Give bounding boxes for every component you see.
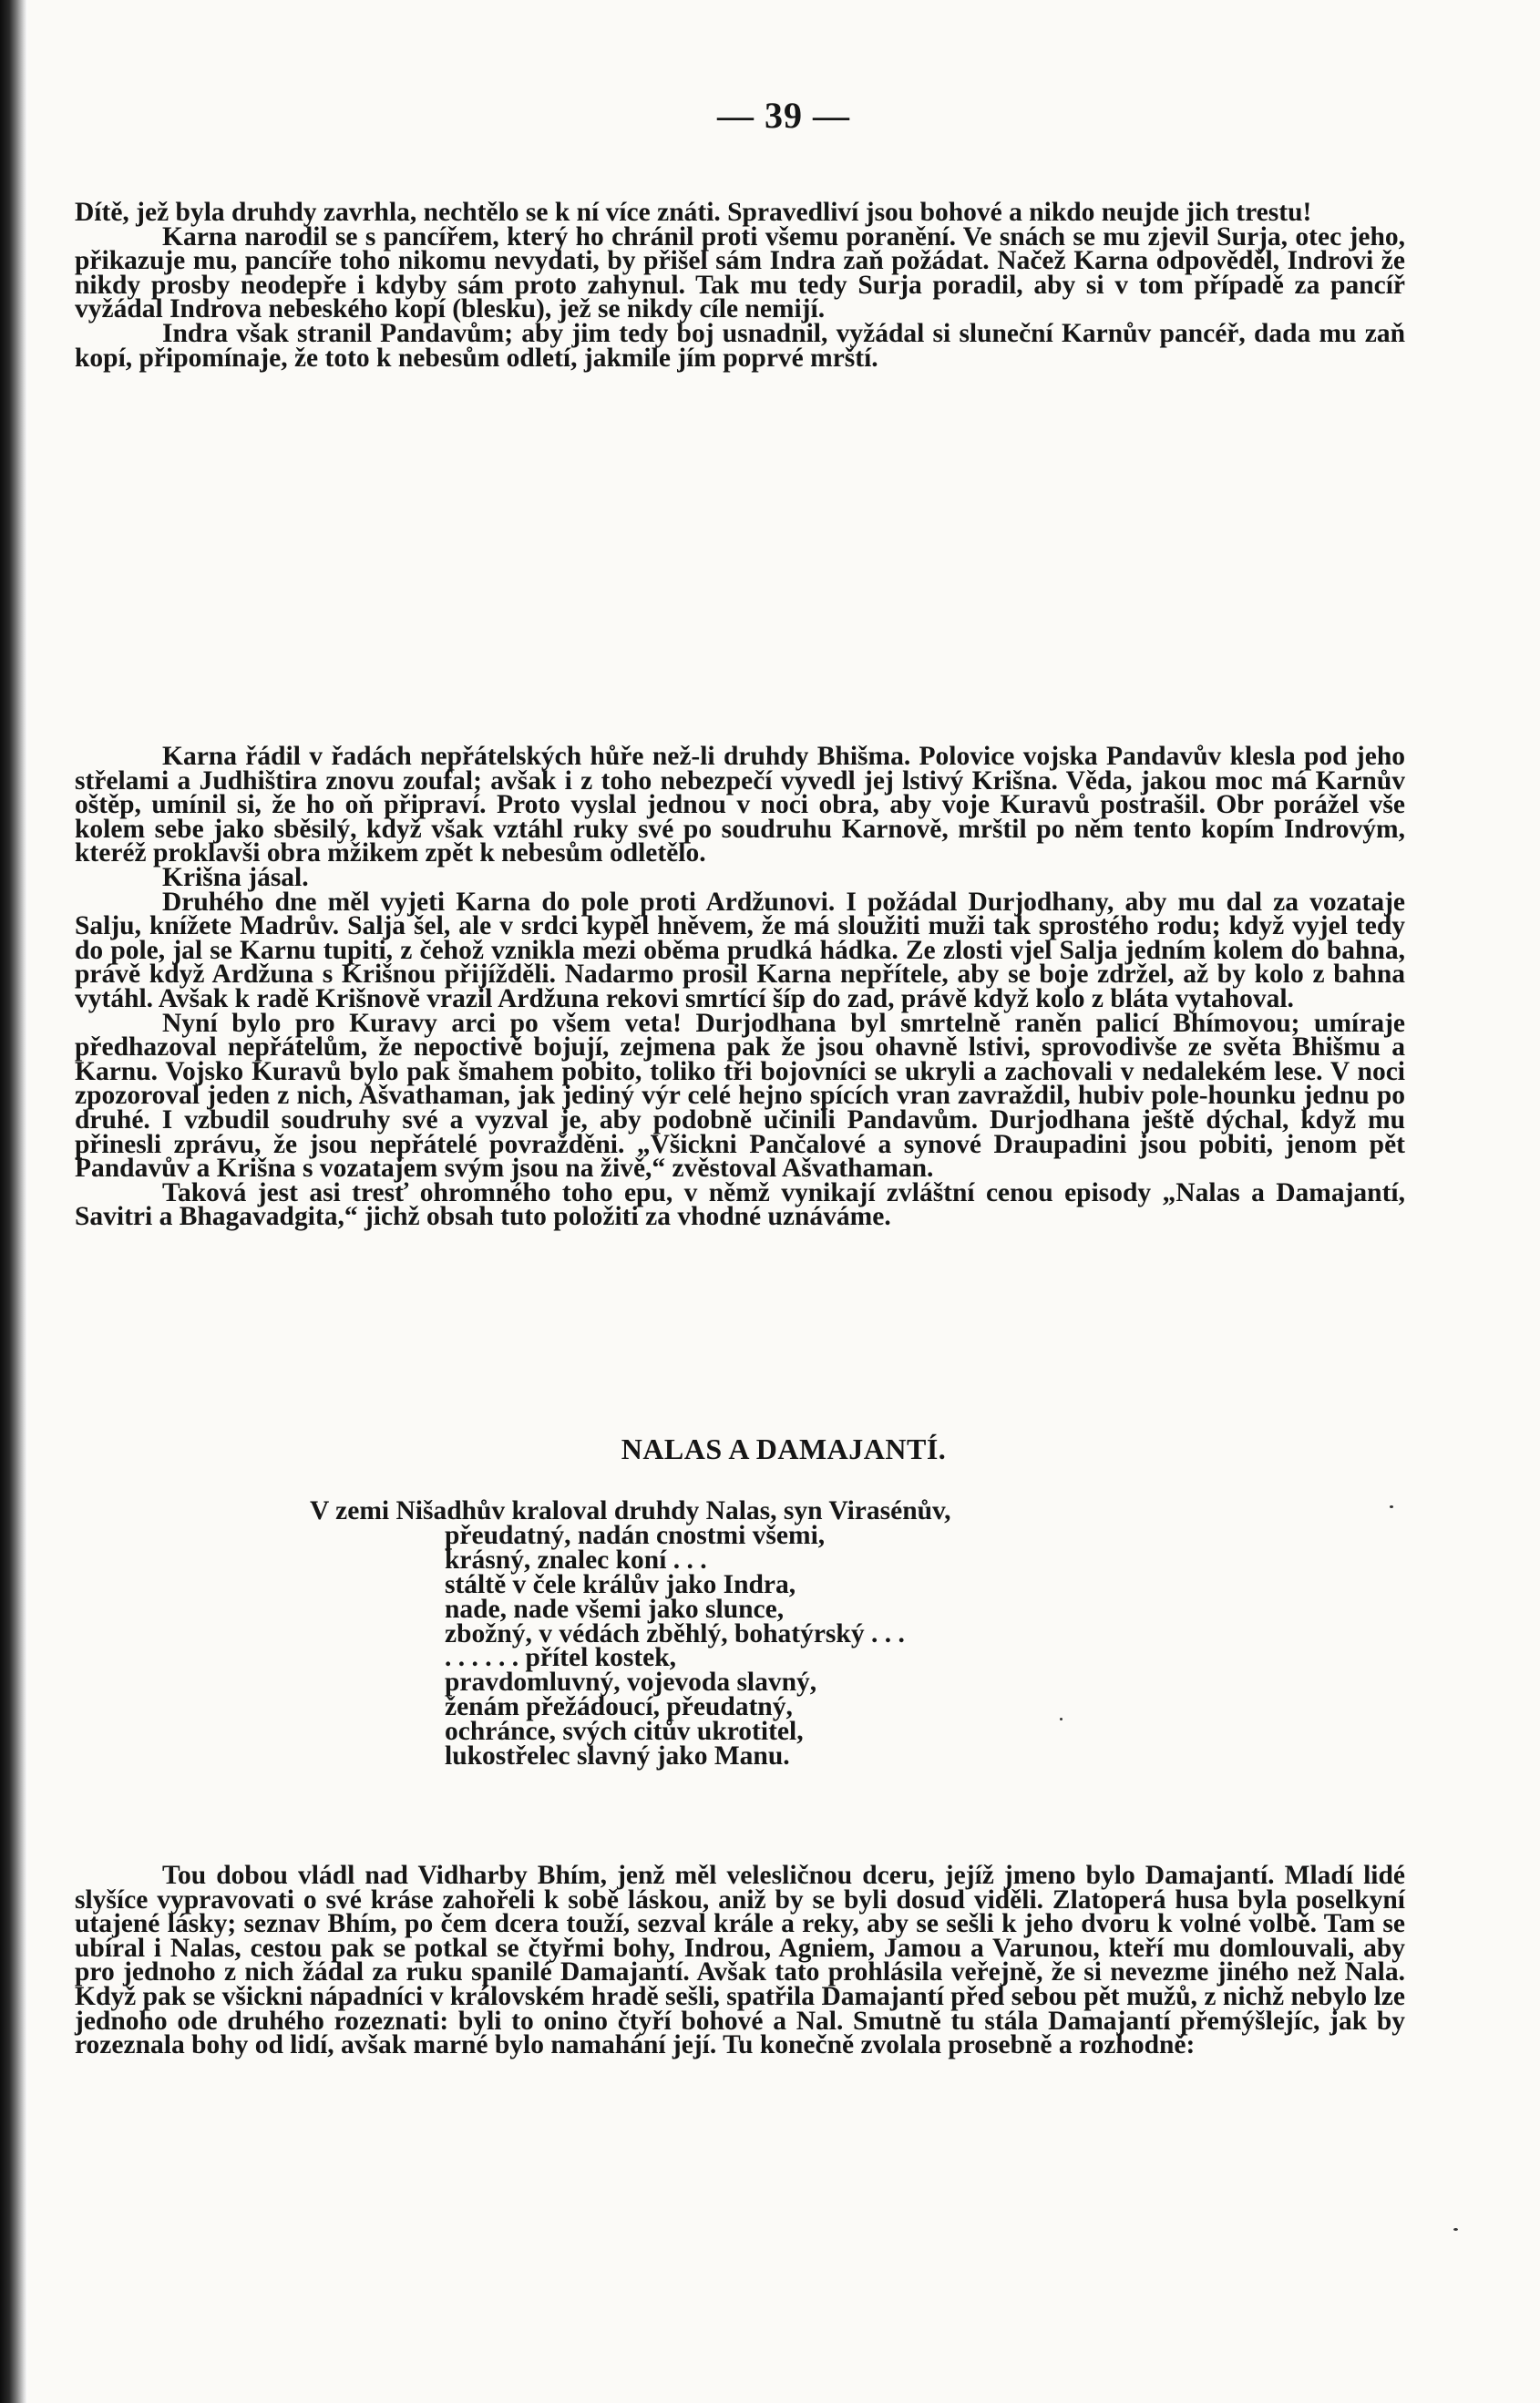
verse-line: . . . . . . přítel kostek, — [445, 1643, 677, 1673]
verse-line: zbožný, v védách zběhlý, bohatýrský . . . — [445, 1618, 905, 1648]
paragraph: Druhého dne měl vyjeti Karna do pole proti Ardžunovi. I požádal Durjodhany, aby mu dal za vozataje Salju, knížete Madrův. Salja šel, ale v srdci kypěl hněvem, že má sloužiti muži tak sprostého rodu; když vyjel tedy do pole, jal se Karnu tupiti, z čehož vznikla mezi oběma prudká hádka. Ze zlosti vjel Salja jedním kolem do bahna, právě když Ardžuna s Krišnou přijížděli. Nadarmo prosil Karna nepřítele, aby se boje zdržel, až by kolo z bahna vytáhl. Avšak k radě Krišnově vrazil Ardžuna rekovi smrtící šíp do zad, právě když kolo z bláta vytahoval. — [75, 887, 1405, 1013]
verse-block — [310, 1496, 951, 1771]
text-block-karna-armor — [75, 198, 1405, 373]
paragraph: Dítě, jež byla druhdy zavrhla, nechtělo se k ní více znáti. Spravedliví jsou bohové a nikdo neujde jich trestu! — [75, 198, 1312, 227]
verse-line: krásný, znalec koní . . . — [445, 1545, 707, 1575]
paragraph: Indra však stranil Pandavům; aby jim tedy boj usnadnil, vyžádal si sluneční Karnův pancéř, dada mu zaň kopí, připomínaje, že toto k nebesům odletí, jakmile jím poprvé mrští. — [75, 318, 1405, 373]
print-speck — [1390, 1505, 1393, 1508]
print-speck — [1060, 1718, 1063, 1720]
verse-line: V zemi Nišadhův kraloval druhdy Nalas, syn Virasénův, — [310, 1496, 951, 1525]
page-number: — 39 — — [717, 95, 850, 136]
paragraph: Nyní bylo pro Kuravy arci po všem veta! Durjodhana byl smrtelně raněn palicí Bhímovou; umíraje předhazoval nepřátelům, že nepoctivě bojují, zejmena pak že jsou ohavně lstivi, sprovodivše ze světa Bhišmu a Karnu. Vojsko Kuravů bylo pak šmahem pobito, toliko tři bojovníci se ukryli a zachovali v nedalekém lese. V noci zpozoroval jeden z nich, Ašvathaman, jak jediný výr celé hejno spících vran zavraždil, hubiv pole-hounku jednu po druhé. I vzbudil soudruhy své a vyzval je, aby podobně učinili Pandavům. Durjodhana ještě dýchal, když mu přinesli zprávu, že jsou nepřátelé povražděni. „Všickni Pančalové a synové Draupadini jsou pobiti, jenom pět Pandavův a Krišna s vozatajem svým jsou na živě,“ zvěstoval Ašvathaman. — [75, 1008, 1405, 1184]
verse-line: přeudatný, nadán cnostmi všemi, — [445, 1520, 826, 1550]
binding-edge — [0, 0, 27, 2403]
verse-line: ochránce, svých citův ukrotitel, — [445, 1717, 804, 1747]
paragraph: Taková jest asi tresť ohromného toho epu, v němž vynikají zvláštní cenou episody „Nalas a Damajantí, Savitri a Bhagavadgita,“ jichž obsah tuto položiti za vhodné uznáváme. — [75, 1177, 1405, 1232]
verse-line: pravdomluvný, vojevoda slavný, — [445, 1668, 817, 1698]
print-speck — [1453, 2228, 1458, 2231]
verse-line: lukostřelec slavný jako Manu. — [445, 1741, 790, 1771]
paragraph: Tou dobou vládl nad Vidharby Bhím, jenž měl velesličnou dceru, jejíž jmeno bylo Damajantí. Mladí lidé slyšíce vypravovati o své kráse zahořeli k sobě láskou, aniž by se byli dosud viděli. Zlatoperá husa byla poselkyní utajené lásky; seznav Bhím, po čem dcera touží, sezval krále a reky, aby se sešli k jeho dvoru k volné volbě. Tam se ubíral i Nalas, cestou pak se potkal se čtyřmi bohy, Indrou, Agniem, Jamou a Varunou, kteří mu domlouvali, aby pro jednoho z nich žádal za ruku spanilé Damajantí. Avšak tato prohlásila veřejně, že si nevezme jiného než Nala. Když pak se všickni nápadníci v královském hradě sešli, spatřila Damajantí před sebou pět mužů, z nichž nebylo lze jednoho ode druhého rozeznati: byli to onino čtyří bohové a Nal. Smutně tu stála Damajantí přemýšlejíc, jak by rozeznala bohy od lidí, avšak marné bylo namahání její. Tu konečně zvolala prosebně a rozhodně: — [75, 1861, 1405, 2060]
text-block-karna-battle — [75, 742, 1405, 1232]
verse-line: nade, nade všemi jako slunce, — [445, 1594, 785, 1624]
paragraph: Karna řádil v řadách nepřátelských hůře než-li druhdy Bhišma. Polovice vojska Pandavův klesla pod jeho střelami a Judhištira znovu zoufal; avšak i z toho nebezpečí vyvedl jej lstivý Krišna. Věda, jakou moc má Karnův oštěp, umínil si, že ho oň připraví. Proto vyslal jednou v noci obra, aby voje Kuravů postrašil. Obr porážel vše kolem sebe jako sběsilý, když však vztáhl ruky své po soudruhu Karnově, mrštil po něm tento kopím Indrovým, kteréž proklavši obra mžikem zpět k nebesům odletělo. — [75, 742, 1405, 868]
verse-line: ženám přežádoucí, přeudatný, — [445, 1692, 793, 1722]
verse-line: stáltě v čele králův jako Indra, — [445, 1569, 796, 1599]
text-block-damajanti — [75, 1861, 1405, 2060]
book-page — [27, 0, 1540, 2403]
section-title: NALAS A DAMAJANTÍ. — [621, 1433, 947, 1465]
paragraph: Krišna jásal. — [162, 862, 309, 892]
paragraph: Karna narodil se s pancířem, který ho chránil proti všemu poranění. Ve snách se mu zjevil Surja, otec jeho, přikazuje mu, pancíře toho nikomu nevydati, by přišel sám Indra zaň požádat. Načež Karna odpověděl, Indrovi že nikdy prosby neodepře i kdyby sám proto zahynul. Tak mu tedy Surja poradil, aby si v tom případě za pancíř vyžádal Indrova nebeského kopí (blesku), jež se nikdy cíle nemijí. — [75, 221, 1405, 324]
